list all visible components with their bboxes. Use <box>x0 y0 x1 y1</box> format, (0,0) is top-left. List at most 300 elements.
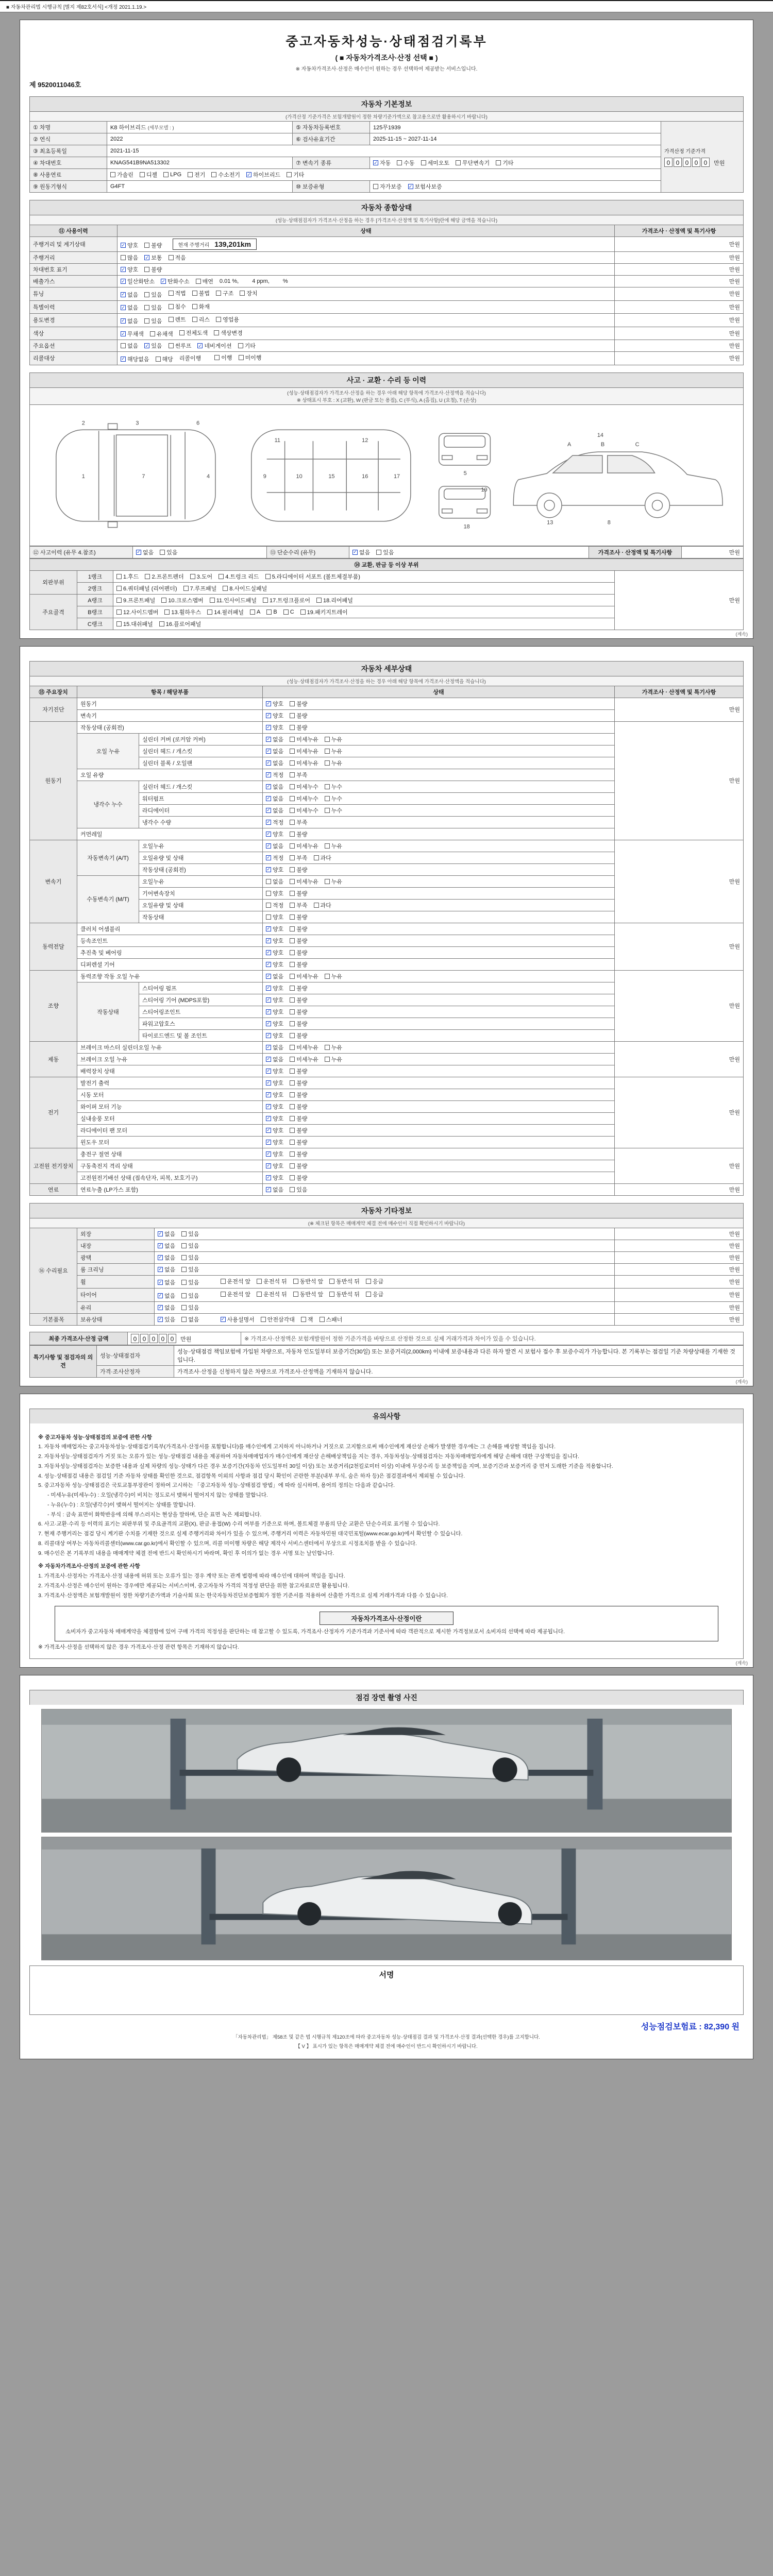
checkbox-누수[interactable] <box>325 783 342 791</box>
checkbox-있음[interactable] <box>181 1242 199 1250</box>
checkbox-19.패키지트레이[interactable] <box>300 608 348 616</box>
device-state <box>263 994 615 1006</box>
checkbox-사용설명서[interactable] <box>221 1315 255 1324</box>
checkbox-적정[interactable] <box>266 901 283 909</box>
checkbox-있음[interactable] <box>144 317 162 325</box>
checkbox-운전석 앞[interactable] <box>221 1277 251 1285</box>
checkbox-group <box>266 1091 314 1099</box>
checkbox-7.루프패널[interactable] <box>183 584 217 592</box>
checkbox-잭[interactable] <box>301 1315 313 1324</box>
checkbox-기타[interactable] <box>496 159 513 167</box>
checkbox-부족[interactable] <box>290 854 307 862</box>
checkbox-탄화수소[interactable] <box>161 277 190 285</box>
checkbox-mark: ✓ <box>161 278 165 284</box>
checkbox-6.쿼터패널 (리어펜더)[interactable] <box>116 584 177 592</box>
checkbox-있음[interactable] <box>181 1230 199 1238</box>
checkbox-없음[interactable] <box>121 317 138 325</box>
device-state <box>263 982 615 994</box>
checkbox-운전석 앞[interactable] <box>221 1290 251 1298</box>
checkbox-label: 운전석 앞 <box>227 1292 251 1298</box>
checkbox-응급[interactable] <box>366 1290 383 1298</box>
diagram-label-10: 10 <box>296 473 303 480</box>
checkbox-group <box>121 317 169 325</box>
checkbox-4.트렁크 리드[interactable] <box>219 572 259 581</box>
device-item: 배력장치 상태 <box>77 1065 263 1077</box>
checkbox-없음[interactable] <box>181 1315 199 1324</box>
checkbox-있음[interactable] <box>181 1253 199 1262</box>
detail-row <box>30 970 744 982</box>
checkbox-없음[interactable] <box>136 548 154 556</box>
misc-row <box>30 1251 744 1263</box>
checkbox-B[interactable] <box>266 609 277 615</box>
checkbox-label: 있음 <box>166 549 178 556</box>
checkbox-미세누수[interactable] <box>290 783 318 791</box>
checkbox-있음[interactable] <box>158 1315 175 1324</box>
checkbox-label: 누유 <box>331 1056 343 1063</box>
checkbox-mark <box>397 160 402 165</box>
checkbox-불량[interactable] <box>290 711 307 720</box>
checkbox-불량[interactable] <box>144 241 162 249</box>
checkbox-보험사보증[interactable] <box>408 182 442 191</box>
checkbox-무단변속기[interactable] <box>456 159 490 167</box>
checkbox-label: 15.대쉬패널 <box>123 621 153 628</box>
checkbox-보통[interactable] <box>144 253 162 262</box>
checkbox-없음[interactable] <box>266 794 283 803</box>
checkbox-mark <box>169 291 174 296</box>
checkbox-group <box>116 572 366 581</box>
checkbox-색상변경[interactable] <box>214 329 243 337</box>
device-item: 실내송풍 모터 <box>77 1112 263 1124</box>
checkbox-미세누유[interactable] <box>290 972 318 980</box>
checkbox-label: C <box>290 608 294 615</box>
checkbox-불량[interactable] <box>290 1067 307 1075</box>
checkbox-불량[interactable] <box>290 723 307 732</box>
accident-history-options <box>133 546 267 558</box>
checkbox-장치[interactable] <box>240 289 257 297</box>
checkbox-16.플로어패널[interactable] <box>159 620 201 628</box>
price-cell: 만원 <box>615 1301 744 1313</box>
car-front-view <box>439 433 491 465</box>
checkbox-mark <box>290 1069 295 1074</box>
checkbox-LPG[interactable] <box>163 172 181 178</box>
checkbox-네비게이션[interactable] <box>197 342 231 350</box>
checkbox-누유[interactable] <box>325 877 342 886</box>
device-state <box>263 887 615 899</box>
checkbox-양호[interactable] <box>266 1114 283 1123</box>
checkbox-label: 없음 <box>273 736 284 743</box>
checkbox-없음[interactable] <box>266 842 283 850</box>
checkbox-mark <box>325 974 330 979</box>
device-item: 냉각수 수량 <box>139 816 263 828</box>
checkbox-mark <box>325 737 330 742</box>
checkbox-양호[interactable] <box>266 1020 283 1028</box>
checkbox-group <box>266 759 348 767</box>
checkbox-불량[interactable] <box>290 1150 307 1158</box>
checkbox-있음[interactable] <box>181 1303 199 1312</box>
checkbox-5.라디에이터 서포트 (볼트체결부품)[interactable] <box>265 572 360 581</box>
checkbox-mark <box>144 305 149 310</box>
checkbox-없음[interactable] <box>158 1242 175 1250</box>
base-price-digits <box>664 160 711 166</box>
checkbox-mark: ✓ <box>266 1187 271 1192</box>
price-cell: 만원 <box>615 1251 744 1263</box>
checkbox-label: 있음 <box>188 1231 199 1238</box>
checkbox-부족[interactable] <box>290 901 307 909</box>
checkbox-적정[interactable] <box>266 771 283 779</box>
checkbox-과다[interactable] <box>314 901 331 909</box>
device-group: 자기진단 <box>30 698 77 721</box>
notice-item: 1. 자동차 매매업자는 중고자동차성능·상태점검기록부(가격조사·산정서를 포함합니다)를 매수인에게 고지하지 아니하거나 거짓으로 고지함으로써 매수인에게 재산상 손해가 발생한 경우에는 그 손해를 배상할 책임을 집니다. <box>38 1444 556 1450</box>
checkbox-2.프론트펜더[interactable] <box>145 572 183 581</box>
checkbox-일산화탄소[interactable] <box>121 277 155 285</box>
car-damage-diagram-wrap <box>29 404 744 546</box>
checkbox-영업용[interactable] <box>216 315 239 324</box>
checkbox-많음[interactable] <box>121 253 138 262</box>
checkbox-C[interactable] <box>283 609 294 615</box>
checkbox-없음[interactable] <box>121 342 138 350</box>
checkbox-리스[interactable] <box>192 315 210 324</box>
checkbox-12.사이드멤버[interactable] <box>116 608 158 616</box>
checkbox-양호[interactable] <box>266 1138 283 1146</box>
checkbox-label: 불량 <box>296 914 308 921</box>
checkbox-운전석 뒤[interactable] <box>257 1277 287 1285</box>
checkbox-있음[interactable] <box>290 1185 307 1194</box>
checkbox-불량[interactable] <box>290 1008 307 1016</box>
page-subtitle: ( ■ 자동차가격조사·산정 선택 ■ ) <box>335 54 438 62</box>
checkbox-mark <box>325 760 330 766</box>
checkbox-있음[interactable] <box>181 1292 199 1300</box>
checkbox-불량[interactable] <box>290 830 307 838</box>
checkbox-매연[interactable] <box>196 277 213 285</box>
checkbox-부족[interactable] <box>290 818 307 826</box>
checkbox-없음[interactable] <box>121 303 138 312</box>
checkbox-구조[interactable] <box>216 289 233 297</box>
checkbox-미세누유[interactable] <box>290 1055 318 1063</box>
checkbox-누유[interactable] <box>325 842 342 850</box>
checkbox-mark: ✓ <box>266 784 271 789</box>
checkbox-자가보증[interactable] <box>373 182 402 191</box>
checkbox-양호[interactable] <box>121 241 138 249</box>
checkbox-불량[interactable] <box>290 1020 307 1028</box>
checkbox-유채색[interactable] <box>150 330 173 338</box>
checkbox-양호[interactable] <box>266 984 283 992</box>
checkbox-양호[interactable] <box>266 925 283 933</box>
price-cell: 만원 <box>615 1275 744 1289</box>
checkbox-양호[interactable] <box>266 1031 283 1040</box>
checkbox-mark <box>496 160 501 165</box>
checkbox-mark: ✓ <box>266 855 271 860</box>
checkbox-해당[interactable] <box>156 355 173 363</box>
checkbox-불법[interactable] <box>192 289 210 297</box>
checkbox-label: 12.사이드멤버 <box>123 609 159 616</box>
checkbox-불량[interactable] <box>290 1138 307 1146</box>
checkbox-누유[interactable] <box>325 747 342 755</box>
checkbox-14.필러패널[interactable] <box>207 608 244 616</box>
checkbox-누유[interactable] <box>325 759 342 767</box>
checkbox-양호[interactable] <box>266 1174 283 1182</box>
checkbox-침수[interactable] <box>169 302 186 311</box>
checkbox-불량[interactable] <box>290 948 307 957</box>
checkbox-기타[interactable] <box>238 342 256 350</box>
checkbox-미세누유[interactable] <box>290 842 318 850</box>
checkbox-누수[interactable] <box>325 794 342 803</box>
device-item: 추진축 및 베어링 <box>77 946 263 958</box>
checkbox-이행[interactable] <box>214 353 232 362</box>
checkbox-누유[interactable] <box>325 972 342 980</box>
checkbox-양호[interactable] <box>266 711 283 720</box>
checkbox-8.사이드실패널[interactable] <box>223 584 267 592</box>
signature-area[interactable] <box>29 1965 744 2015</box>
checkbox-전체도색[interactable] <box>179 329 208 337</box>
checkbox-3.도어[interactable] <box>190 572 212 581</box>
checkbox-없음[interactable] <box>266 1055 283 1063</box>
checkbox-label: 부족 <box>296 772 308 778</box>
checkbox-양호[interactable] <box>266 1150 283 1158</box>
checkbox-label: 불량 <box>296 713 308 719</box>
checkbox-없음[interactable] <box>266 806 283 815</box>
checkbox-불량[interactable] <box>290 1126 307 1134</box>
checkbox-가솔린[interactable] <box>110 171 133 179</box>
checkbox-없음[interactable] <box>266 1185 283 1194</box>
checkbox-과다[interactable] <box>314 854 331 862</box>
checkbox-불량[interactable] <box>290 925 307 933</box>
checkbox-기타[interactable] <box>287 171 304 179</box>
checkbox-mark: ✓ <box>266 985 271 990</box>
checkbox-미세누유[interactable] <box>290 759 318 767</box>
checkbox-없음[interactable] <box>158 1292 175 1300</box>
checkbox-미세누유[interactable] <box>290 747 318 755</box>
checkbox-있음[interactable] <box>160 548 177 556</box>
checkbox-양호[interactable] <box>266 830 283 838</box>
checkbox-양호[interactable] <box>266 1103 283 1111</box>
checkbox-불량[interactable] <box>290 960 307 969</box>
checkbox-group <box>266 948 314 957</box>
checkbox-mark <box>290 926 295 931</box>
checkbox-썬루프[interactable] <box>169 342 192 350</box>
checkbox-안전삼각대[interactable] <box>261 1315 295 1324</box>
checkbox-17.트렁크플로어[interactable] <box>263 596 310 604</box>
checkbox-양호[interactable] <box>266 866 283 874</box>
diagram-label-17: 17 <box>393 473 400 480</box>
checkbox-불량[interactable] <box>290 866 307 874</box>
checkbox-group <box>266 842 348 850</box>
checkbox-불량[interactable] <box>290 1079 307 1087</box>
checkbox-mark <box>169 343 174 348</box>
checkbox-group <box>373 159 519 167</box>
device-group: 제동 <box>30 1041 77 1077</box>
section-note-overall: (성능·상태점검자가 가격조사·산정을 하는 경우 [가격조사·산정액 및 특기사항]란에 해당 금액을 적습니다) <box>29 215 744 225</box>
checkbox-렌트[interactable] <box>169 315 186 324</box>
form-reference-note: ■ 자동차관리법 시행규칙 [별지 제82호서식] <개정 2021.1.19.> <box>0 0 773 12</box>
checkbox-동반석 앞[interactable] <box>293 1290 324 1298</box>
checkbox-mark <box>290 772 295 777</box>
checkbox-없음[interactable] <box>158 1230 175 1238</box>
checkbox-미이행[interactable] <box>239 353 262 362</box>
detail-row <box>30 1148 744 1160</box>
checkbox-mark <box>290 891 295 896</box>
checkbox-해당없음[interactable] <box>121 355 149 363</box>
checkbox-group <box>121 265 169 274</box>
checkbox-없음[interactable] <box>266 735 283 743</box>
checkbox-없음[interactable] <box>158 1265 175 1274</box>
checkbox-동반석 뒤[interactable] <box>329 1290 360 1298</box>
checkbox-label: 미세누유 <box>296 1056 318 1063</box>
checkbox-없음[interactable] <box>121 291 138 299</box>
checkbox-누유[interactable] <box>325 735 342 743</box>
checkbox-무채색[interactable] <box>121 330 144 338</box>
checkbox-mark <box>223 586 228 591</box>
checkbox-누수[interactable] <box>325 806 342 815</box>
checkbox-9.프론트패널[interactable] <box>116 596 155 604</box>
checkbox-있음[interactable] <box>181 1265 199 1274</box>
checkbox-label: 무채색 <box>127 331 144 337</box>
checkbox-동반석 앞[interactable] <box>293 1277 324 1285</box>
checkbox-적정[interactable] <box>266 818 283 826</box>
checkbox-10.크로스멤버[interactable] <box>161 596 203 604</box>
checkbox-없음[interactable] <box>266 783 283 791</box>
diagram-label-B: B <box>600 441 605 448</box>
checkbox-양호[interactable] <box>266 723 283 732</box>
checkbox-있음[interactable] <box>181 1278 199 1286</box>
checkbox-양호[interactable] <box>121 265 138 274</box>
checkbox-1.후드[interactable] <box>116 572 139 581</box>
checkbox-없음[interactable] <box>352 548 370 556</box>
checkbox-누유[interactable] <box>325 1055 342 1063</box>
checkbox-mark <box>110 172 115 177</box>
checkbox-없음[interactable] <box>266 1043 283 1052</box>
device-subgroup: 수동변속기 (M/T) <box>77 875 139 923</box>
checkbox-양호[interactable] <box>266 1162 283 1170</box>
checkbox-양호[interactable] <box>266 948 283 957</box>
checkbox-있음[interactable] <box>144 291 162 299</box>
checkbox-불량[interactable] <box>144 265 162 274</box>
checkbox-mark: ✓ <box>158 1243 162 1248</box>
checkbox-group <box>266 1008 314 1016</box>
checkbox-응급[interactable] <box>366 1277 383 1285</box>
checkbox-없음[interactable] <box>158 1278 175 1286</box>
checkbox-불량[interactable] <box>290 700 307 708</box>
checkbox-양호[interactable] <box>266 889 283 897</box>
checkbox-적음[interactable] <box>169 253 186 262</box>
inspect-value: 2025-11-15 ~ 2027-11-14 <box>370 133 661 145</box>
checkbox-스패너[interactable] <box>320 1315 343 1324</box>
checkbox-13.휠하우스[interactable] <box>164 608 201 616</box>
amount-digit: 0 <box>131 1334 139 1343</box>
checkbox-label: 없음 <box>273 973 284 980</box>
checkbox-적법[interactable] <box>169 289 186 297</box>
checkbox-불량[interactable] <box>290 1114 307 1123</box>
base-price-cell: 가격산정 기준가격 0 0 0 0 0 만원 <box>661 122 744 193</box>
checkbox-group <box>266 747 348 755</box>
checkbox-label: 자동 <box>380 160 391 166</box>
checkbox-mark: ✓ <box>158 1316 162 1321</box>
state-text: % <box>282 278 288 284</box>
checkbox-15.대쉬패널[interactable] <box>116 620 153 628</box>
checkbox-적정[interactable] <box>266 854 283 862</box>
checkbox-전기[interactable] <box>188 171 205 179</box>
checkbox-수소전기[interactable] <box>211 171 240 179</box>
checkbox-불량[interactable] <box>290 1174 307 1182</box>
checkbox-양호[interactable] <box>266 996 283 1004</box>
checkbox-label: 10.크로스멤버 <box>168 597 204 604</box>
checkbox-수동[interactable] <box>397 159 414 167</box>
checkbox-미세누유[interactable] <box>290 735 318 743</box>
checkbox-양호[interactable] <box>266 1126 283 1134</box>
checkbox-양호[interactable] <box>266 1079 283 1087</box>
checkbox-양호[interactable] <box>266 1067 283 1075</box>
checkbox-mark <box>192 317 197 322</box>
device-item: 클러치 어셈블리 <box>77 923 263 935</box>
device-item: 윈도우 모터 <box>77 1136 263 1148</box>
checkbox-양호[interactable] <box>266 960 283 969</box>
checkbox-누유[interactable] <box>325 1043 342 1052</box>
checkbox-없음[interactable] <box>266 877 283 886</box>
checkbox-mark <box>183 586 189 591</box>
checkbox-세미오토[interactable] <box>421 159 450 167</box>
checkbox-label: 불량 <box>296 1175 308 1181</box>
checkbox-A[interactable] <box>250 609 260 615</box>
checkbox-부족[interactable] <box>290 771 307 779</box>
checkbox-불량[interactable] <box>290 937 307 945</box>
checkbox-group <box>158 1292 206 1300</box>
checkbox-있음[interactable] <box>376 548 394 556</box>
checkbox-mark: ✓ <box>266 997 271 1002</box>
checkbox-동반석 뒤[interactable] <box>329 1277 360 1285</box>
checkbox-운전석 뒤[interactable] <box>257 1290 287 1298</box>
checkbox-불량[interactable] <box>290 913 307 921</box>
checkbox-label: 양호 <box>273 867 284 873</box>
checkbox-미세누유[interactable] <box>290 1043 318 1052</box>
checkbox-없음[interactable] <box>266 747 283 755</box>
checkbox-불량[interactable] <box>290 889 307 897</box>
checkbox-18.리어패널[interactable] <box>316 596 353 604</box>
checkbox-디젤[interactable] <box>140 171 157 179</box>
device-item: 발전기 출력 <box>77 1077 263 1089</box>
checkbox-불량[interactable] <box>290 996 307 1004</box>
checkbox-있음[interactable] <box>144 303 162 312</box>
checkbox-11.인사이드패널[interactable] <box>210 596 257 604</box>
checkbox-양호[interactable] <box>266 1091 283 1099</box>
checkbox-없음[interactable] <box>266 759 283 767</box>
checkbox-label: 불량 <box>296 1080 308 1087</box>
detail-row <box>30 923 744 935</box>
checkbox-없음[interactable] <box>158 1303 175 1312</box>
checkbox-label: 불량 <box>296 1092 308 1098</box>
checkbox-있음[interactable] <box>144 342 162 350</box>
checkbox-양호[interactable] <box>266 700 283 708</box>
checkbox-화재[interactable] <box>192 302 210 311</box>
checkbox-group <box>266 889 314 897</box>
checkbox-미세누수[interactable] <box>290 806 318 815</box>
checkbox-불량[interactable] <box>290 984 307 992</box>
checkbox-양호[interactable] <box>266 913 283 921</box>
checkbox-불량[interactable] <box>290 1091 307 1099</box>
checkbox-미세누수[interactable] <box>290 794 318 803</box>
checkbox-label: 세미오토 <box>427 160 450 166</box>
checkbox-없음[interactable] <box>266 972 283 980</box>
checkbox-하이브리드[interactable] <box>246 171 280 179</box>
checkbox-양호[interactable] <box>266 1008 283 1016</box>
checkbox-자동[interactable] <box>373 159 391 167</box>
checkbox-미세누유[interactable] <box>290 877 318 886</box>
checkbox-불량[interactable] <box>290 1162 307 1170</box>
checkbox-양호[interactable] <box>266 937 283 945</box>
checkbox-불량[interactable] <box>290 1103 307 1111</box>
checkbox-없음[interactable] <box>158 1253 175 1262</box>
checkbox-불량[interactable] <box>290 1031 307 1040</box>
firstreg-label: ③ 최초등록일 <box>30 145 107 157</box>
checkbox-mark <box>290 725 295 730</box>
